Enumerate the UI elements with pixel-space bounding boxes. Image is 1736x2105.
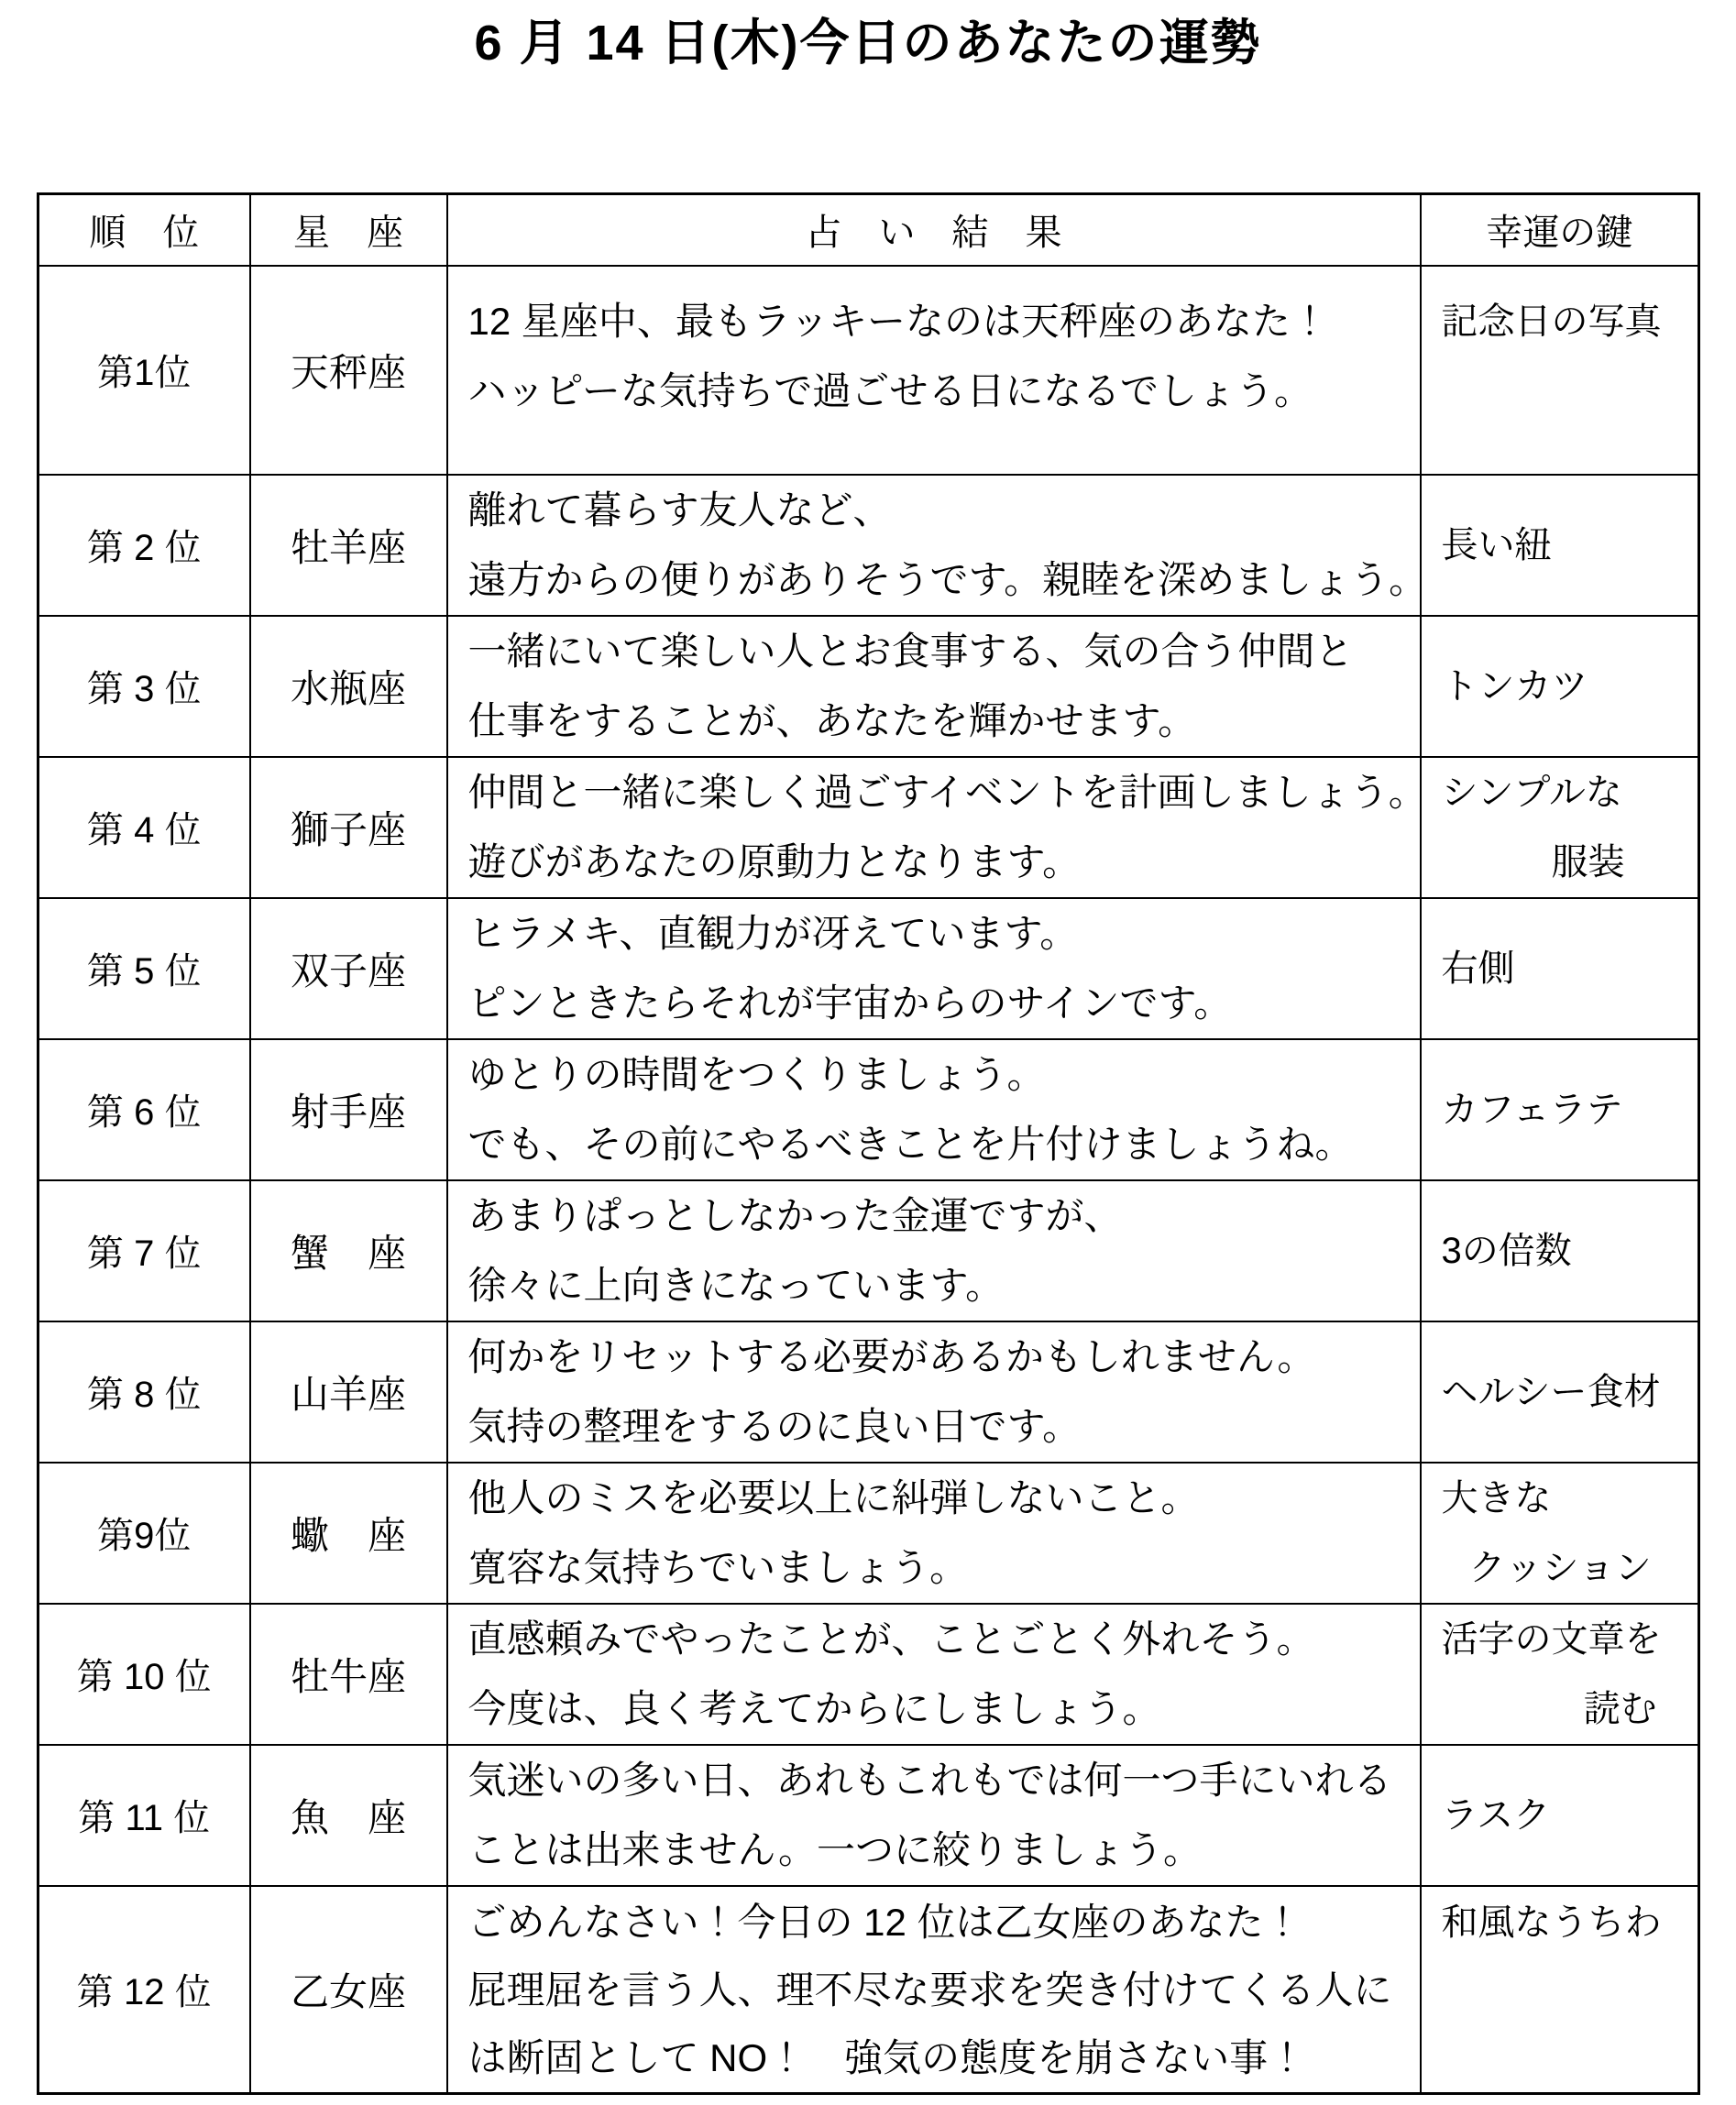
result-line: 気持の整理をするのに良い日です。 [467, 1404, 1082, 1448]
rank-cell: 第 7 位 [38, 1180, 250, 1321]
lucky-cell [1421, 266, 1699, 475]
rank-cell: 第 6 位 [38, 1039, 250, 1180]
rank-cell: 第 12 位 [38, 1886, 250, 2094]
sign-cell: 水瓶座 [250, 616, 447, 757]
table-row [38, 1321, 1699, 1463]
sign-cell: 双子座 [250, 898, 447, 1039]
result-line: 離れて暮らす友人など、 [467, 488, 892, 532]
lucky-line: 服装 [1551, 841, 1625, 883]
table-header-row [38, 194, 1699, 266]
lucky-line: 大きな [1441, 1477, 1552, 1518]
table-row [38, 1039, 1699, 1180]
lucky-cell [1421, 1039, 1699, 1180]
header-result: 占 い 結 果 [447, 194, 1421, 266]
result-line: 気迷いの多い日、あれもこれもでは何一つ手にいれる [467, 1758, 1392, 1802]
rank-cell: 第 11 位 [38, 1745, 250, 1886]
lucky-cell [1421, 1180, 1699, 1321]
result-line: 直感頼みでやったことが、ことごとく外れそう。 [467, 1617, 1315, 1661]
result-line: 今度は、良く考えてからにしましょう。 [467, 1686, 1161, 1730]
rank-cell: 第 3 位 [38, 616, 250, 757]
result-cell [447, 1180, 1421, 1321]
fortune-ranking-table [37, 192, 1700, 2095]
rank-cell: 第 8 位 [38, 1321, 250, 1463]
result-cell [447, 1886, 1421, 2094]
result-cell [447, 266, 1421, 475]
result-line: 遠方からの便りがありそうです。親睦を深めましょう。 [467, 557, 1428, 601]
lucky-cell [1421, 1463, 1699, 1604]
lucky-line: 読む [1583, 1688, 1657, 1729]
result-cell [447, 1463, 1421, 1604]
result-line: 仲間と一緒に楽しく過ごすイベントを計画しましょう。 [467, 770, 1427, 814]
result-cell [447, 1604, 1421, 1745]
rank-cell: 第 10 位 [38, 1604, 250, 1745]
sign-cell: 山羊座 [250, 1321, 447, 1463]
table-row [38, 757, 1699, 898]
lucky-line: ヘルシー食材 [1441, 1371, 1661, 1412]
table-row [38, 1180, 1699, 1321]
lucky-cell [1421, 1745, 1699, 1886]
header-sign: 星 座 [250, 194, 447, 266]
table-row [38, 475, 1699, 616]
sign-cell: 乙女座 [250, 1886, 447, 2094]
rank-cell: 第 5 位 [38, 898, 250, 1039]
rank-cell: 第1位 [38, 266, 250, 475]
lucky-cell [1421, 1886, 1699, 2094]
lucky-line: カフェラテ [1441, 1089, 1623, 1130]
table-row [38, 1463, 1699, 1604]
result-line: 徐々に上向きになっています。 [467, 1263, 1005, 1307]
sign-cell: 魚 座 [250, 1745, 447, 1886]
lucky-line: ラスク [1441, 1794, 1551, 1836]
sign-cell: 蟹 座 [250, 1180, 447, 1321]
result-cell [447, 898, 1421, 1039]
rank-cell: 第 4 位 [38, 757, 250, 898]
lucky-cell [1421, 1604, 1699, 1745]
result-line: でも、その前にやるべきことを片付けましょうね。 [467, 1122, 1354, 1166]
lucky-cell [1421, 898, 1699, 1039]
lucky-cell [1421, 1321, 1699, 1463]
lucky-line: 和風なうちわ [1441, 1902, 1662, 1943]
result-line: 寛容な気持ちでいましょう。 [467, 1545, 969, 1589]
sign-cell: 射手座 [250, 1039, 447, 1180]
result-line: 一緒にいて楽しい人とお食事する、気の合う仲間と [467, 629, 1354, 673]
result-line: ことは出来ません。一つに絞りましょう。 [467, 1827, 1203, 1871]
header-rank: 順 位 [38, 194, 250, 266]
rank-cell: 第 2 位 [38, 475, 250, 616]
table-row [38, 1886, 1699, 2094]
lucky-cell [1421, 616, 1699, 757]
header-lucky: 幸運の鍵 [1421, 194, 1699, 266]
lucky-line: 長い紐 [1441, 524, 1552, 565]
rank-cell: 第9位 [38, 1463, 250, 1604]
table-row [38, 266, 1699, 475]
table-row [38, 616, 1699, 757]
result-cell [447, 1745, 1421, 1886]
result-line: 屁理屈を言う人、理不尽な要求を突き付けてくる人に [467, 1968, 1392, 2012]
sign-cell: 牡羊座 [250, 475, 447, 616]
result-line: は断固として NO！ 強気の態度を崩さない事！ [467, 2035, 1307, 2079]
lucky-line: クッション [1468, 1547, 1652, 1588]
lucky-cell [1421, 475, 1699, 616]
result-line: ヒラメキ、直観力が冴えています。 [467, 911, 1079, 955]
sign-cell: 獅子座 [250, 757, 447, 898]
result-line: 遊びがあなたの原動力となります。 [467, 839, 1082, 883]
result-line: 何かをリセットする必要があるかもしれません。 [467, 1334, 1316, 1378]
result-line: ピンときたらそれが宇宙からのサインです。 [467, 981, 1233, 1025]
lucky-line: 右側 [1441, 948, 1515, 989]
table-row [38, 1745, 1699, 1886]
lucky-line: シンプルな [1441, 772, 1622, 813]
sign-cell: 天秤座 [250, 266, 447, 475]
lucky-line: 活字の文章を [1441, 1618, 1662, 1660]
result-cell [447, 616, 1421, 757]
result-cell [447, 757, 1427, 898]
table-row [38, 898, 1699, 1039]
result-cell [447, 1321, 1421, 1463]
result-line: 他人のミスを必要以上に糾弾しないこと。 [467, 1475, 1200, 1519]
result-line: 12 星座中、最もラッキーなのは天秤座のあなた！ [467, 299, 1330, 343]
lucky-line: トンカツ [1441, 665, 1588, 707]
sign-cell: 牡牛座 [250, 1604, 447, 1745]
lucky-cell [1421, 757, 1699, 898]
result-line: ゆとりの時間をつくりましょう。 [467, 1052, 1046, 1096]
result-line: ハッピーな気持ちで過ごせる日になるでしょう。 [467, 368, 1313, 412]
lucky-line: 3の倍数 [1441, 1230, 1572, 1271]
table-row [38, 1604, 1699, 1745]
sign-cell: 蠍 座 [250, 1463, 447, 1604]
result-line: ごめんなさい！今日の 12 位は乙女座のあなた！ [467, 1900, 1302, 1944]
result-line: あまりぱっとしなかった金運ですが、 [467, 1193, 1123, 1237]
result-cell [447, 1039, 1421, 1180]
lucky-line: 記念日の写真 [1441, 301, 1662, 342]
result-cell [447, 475, 1428, 616]
page-title: 6 月 14 日(木)今日のあなたの運勢 [474, 16, 1262, 71]
result-line: 仕事をすることが、あなたを輝かせます。 [467, 698, 1197, 742]
